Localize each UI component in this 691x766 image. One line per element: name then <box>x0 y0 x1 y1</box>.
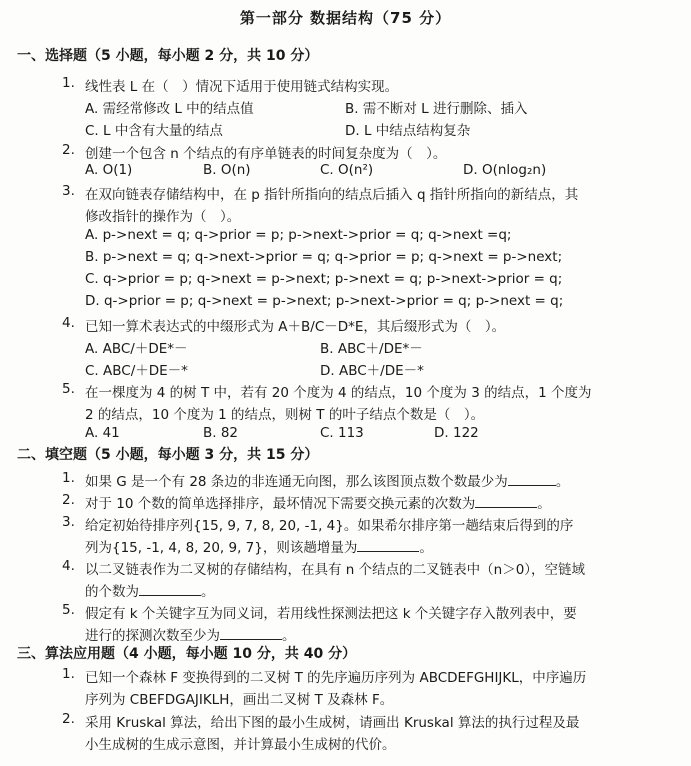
question-number: 1. <box>62 470 75 486</box>
fill-question-line <box>85 470 569 490</box>
option-c: C. ABC/＋DE－* <box>85 363 188 379</box>
option-a: A. ABC/＋DE*－ <box>85 341 188 357</box>
fill-question-line-2 <box>85 624 296 644</box>
fill-question-text: 进行的探测次数至少为 <box>85 628 220 644</box>
option-b: B. p->next = q; q->next->prior = q; q->prior = p; q->next = p->next; <box>85 249 563 265</box>
question-number: 4. <box>62 558 75 574</box>
fill-question-text: 如果 G 是一个有 28 条边的非连通无向图，那么该图顶点数个数最少为 <box>85 474 508 490</box>
option-d: D. 122 <box>434 425 479 441</box>
page-title: 第一部分 数据结构（75 分） <box>239 9 452 27</box>
question-number: 1. <box>62 666 75 682</box>
question-stem-line-1: 在一棵度为 4 的树 T 中，若有 20 个度为 4 的结点，10 个度为 3 的结点，1 个度为 <box>85 385 592 401</box>
option-c: C. 113 <box>320 425 364 441</box>
section-heading-choice: 一、选择题（5 小题，每小题 2 分，共 10 分） <box>17 48 319 64</box>
question-number: 3. <box>62 514 75 530</box>
fill-question-line-1: 给定初始待排序列{15, 9, 7, 8, 20, -1, 4}。如果希尔排序第一趟结束后得到的序 <box>85 518 574 534</box>
option-d: D. O(nlog₂n) <box>463 162 547 178</box>
option-d: D. L 中结点结构复杂 <box>345 123 471 139</box>
option-d: D. ABC＋/DE－* <box>320 363 424 379</box>
question-stem: 已知一算术表达式的中缀形式为 A＋B/C－D*E，其后缀形式为（ ）。 <box>85 319 506 335</box>
option-c: C. L 中含有大量的结点 <box>85 123 223 139</box>
algo-question-line-1: 已知一个森林 F 变换得到的二叉树 T 的先序遍历序列为 ABCDEFGHIJKL，中序遍历 <box>85 670 587 686</box>
option-c: C. O(n²) <box>320 162 374 178</box>
option-a: A. p->next = q; q->prior = p; p->next->prior = q; q->next =q; <box>85 227 512 243</box>
question-number: 5. <box>62 381 75 397</box>
question-number: 2. <box>62 492 75 508</box>
question-stem: 线性表 L 在（ ）情况下适用于使用链式结构实现。 <box>85 79 399 95</box>
answer-blank[interactable] <box>357 539 419 552</box>
question-stem-line-2: 2 的结点，10 个度为 1 的结点，则树 T 的叶子结点个数是（ ）。 <box>85 407 485 423</box>
fill-question-line-2 <box>85 536 433 556</box>
fill-question-line-1: 以二叉链表作为二叉树的存储结构，在具有 n 个结点的二叉链表中（n＞0），空链域 <box>85 562 586 578</box>
question-number: 4. <box>62 315 75 331</box>
question-stem-line-2: 修改指针的操作为（ ）。 <box>85 209 241 225</box>
option-b: B. 需不断对 L 进行删除、插入 <box>345 101 528 117</box>
answer-blank[interactable] <box>139 583 201 596</box>
answer-blank[interactable] <box>508 473 556 486</box>
option-c: C. q->prior = p; q->next = p->next; p->next = q; p->next->prior = q; <box>85 271 563 287</box>
fill-question-end: 。 <box>201 584 215 600</box>
fill-question-end: 。 <box>555 474 570 490</box>
question-number: 2. <box>62 711 75 727</box>
fill-question-text: 列为{15, -1, 4, 8, 20, 9, 7}，则该趟增量为 <box>85 540 358 556</box>
question-number: 1. <box>62 75 75 91</box>
section-heading-algorithm: 三、算法应用题（4 小题，每小题 10 分，共 40 分） <box>17 646 357 662</box>
option-b: B. 82 <box>203 425 239 441</box>
option-a: A. O(1) <box>85 162 133 178</box>
fill-question-text: 的个数为 <box>85 584 139 600</box>
question-stem: 创建一个包含 n 个结点的有序单链表的时间复杂度为（ ）。 <box>85 146 447 162</box>
option-b: B. ABC＋/DE*－ <box>320 341 423 357</box>
option-b: B. O(n) <box>203 162 251 178</box>
option-a: A. 41 <box>85 425 120 441</box>
fill-question-end: 。 <box>282 628 296 644</box>
option-a: A. 需经常修改 L 中的结点值 <box>85 101 254 117</box>
algo-question-line-2: 序列为 CBEFDGAJIKLH，画出二叉树 T 及森林 F。 <box>85 692 394 708</box>
algo-question-line-1: 采用 Kruskal 算法，给出下图的最小生成树，请画出 Kruskal 算法的执行过程及最 <box>85 715 580 731</box>
fill-question-text: 对于 10 个数的简单选择排序，最坏情况下需要交换元素的次数为 <box>85 496 476 512</box>
fill-question-end: 。 <box>419 540 433 556</box>
question-number: 3. <box>62 183 75 199</box>
option-d: D. q->prior = p; q->next = p->next; p->next->prior = q; p->next = q; <box>85 293 564 309</box>
question-stem-line-1: 在双向链表存储结构中，在 p 指针所指向的结点后插入 q 指针所指向的新结点，其 <box>85 187 579 203</box>
fill-question-line-2 <box>85 580 215 600</box>
answer-blank[interactable] <box>475 495 537 508</box>
question-number: 5. <box>62 602 75 618</box>
answer-blank[interactable] <box>220 627 282 640</box>
question-number: 2. <box>62 142 75 158</box>
algo-question-line-2: 小生成树的生成示意图，并计算最小生成树的代价。 <box>85 737 396 753</box>
fill-question-end: 。 <box>537 496 551 512</box>
fill-question-line <box>85 492 551 512</box>
fill-question-line-1: 假定有 k 个关键字互为同义词，若用线性探测法把这 k 个关键字存入散列表中，要 <box>85 606 577 622</box>
section-heading-fill: 二、填空题（5 小题，每小题 3 分，共 15 分） <box>17 447 319 463</box>
